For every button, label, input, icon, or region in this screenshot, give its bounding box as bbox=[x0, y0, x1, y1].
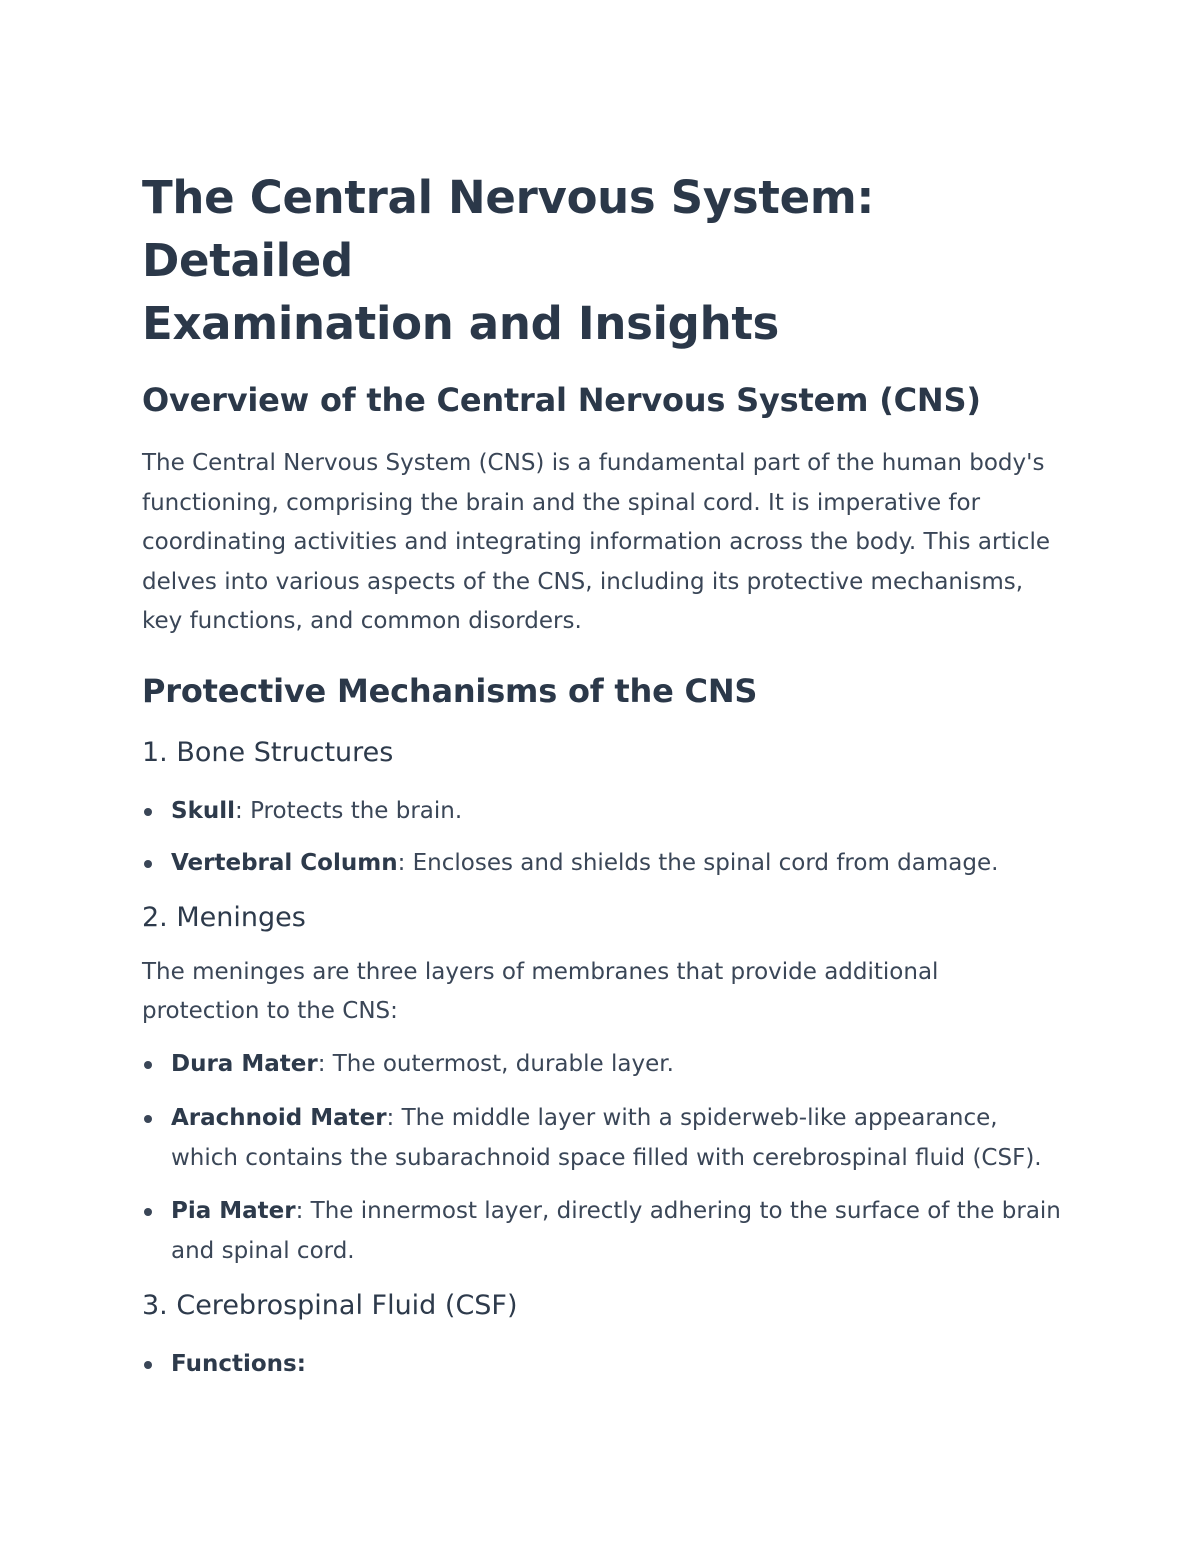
bone-structures-heading: 1. Bone Structures bbox=[142, 736, 394, 768]
list-item-text: : Encloses and shields the spinal cord from damage. bbox=[397, 850, 999, 876]
title-line-2: Examination and Insights bbox=[142, 297, 780, 350]
title-line-1: The Central Nervous System: Detailed bbox=[142, 171, 875, 287]
overview-heading: Overview of the Central Nervous System (CNS) bbox=[142, 381, 981, 419]
list-item-term: Dura Mater bbox=[171, 1050, 318, 1077]
bullet-icon bbox=[144, 860, 152, 868]
meninges-heading: 2. Meninges bbox=[142, 901, 306, 933]
list-item-text: : Protects the brain. bbox=[235, 797, 463, 824]
meninges-intro: The meninges are three layers of membranes that provide additional protection to the CNS: bbox=[142, 958, 939, 1024]
list-item bbox=[142, 1345, 1062, 1385]
bullet-icon bbox=[144, 1361, 152, 1369]
list-item bbox=[142, 1192, 1062, 1271]
document-title bbox=[142, 166, 1062, 355]
csf-heading: 3. Cerebrospinal Fluid (CSF) bbox=[142, 1290, 518, 1321]
bullet-icon bbox=[144, 1208, 152, 1216]
bullet-icon bbox=[144, 1115, 152, 1123]
list-item-term: Vertebral Column bbox=[171, 850, 398, 876]
list-item-term: Pia Mater bbox=[171, 1198, 296, 1224]
document-page bbox=[142, 166, 1062, 1385]
protective-mechanisms-heading: Protective Mechanisms of the CNS bbox=[142, 671, 758, 710]
bullet-icon bbox=[144, 808, 152, 816]
list-item bbox=[142, 844, 1062, 884]
list-item-text: : The middle layer with a spiderweb-like appearance, which contains the subarachnoid space filled with cerebrospinal fluid (CSF). bbox=[171, 1105, 1042, 1171]
list-item-term: Functions: bbox=[171, 1351, 306, 1377]
list-item bbox=[142, 1045, 1062, 1085]
list-item-text: : The outermost, durable layer. bbox=[317, 1050, 674, 1077]
list-item-term: Arachnoid Mater bbox=[171, 1105, 387, 1131]
meninges-list bbox=[142, 1045, 1062, 1272]
overview-paragraph: The Central Nervous System (CNS) is a fundamental part of the human body's functioning, comprising the brain and the spinal cord. It is imperative for coordinating activities and integrating information across the body. This article delves into various aspects of the CNS, including its protective mechanisms, key functions, and common disorders. bbox=[142, 450, 1050, 634]
list-item-term: Skull bbox=[171, 797, 236, 824]
list-item-text: : The innermost layer, directly adhering to the surface of the brain and spinal cord. bbox=[171, 1198, 1061, 1264]
list-item bbox=[142, 1099, 1062, 1178]
list-item bbox=[142, 792, 1062, 832]
bone-structures-list bbox=[142, 792, 1062, 884]
csf-list bbox=[142, 1345, 1062, 1385]
bullet-icon bbox=[144, 1061, 152, 1069]
